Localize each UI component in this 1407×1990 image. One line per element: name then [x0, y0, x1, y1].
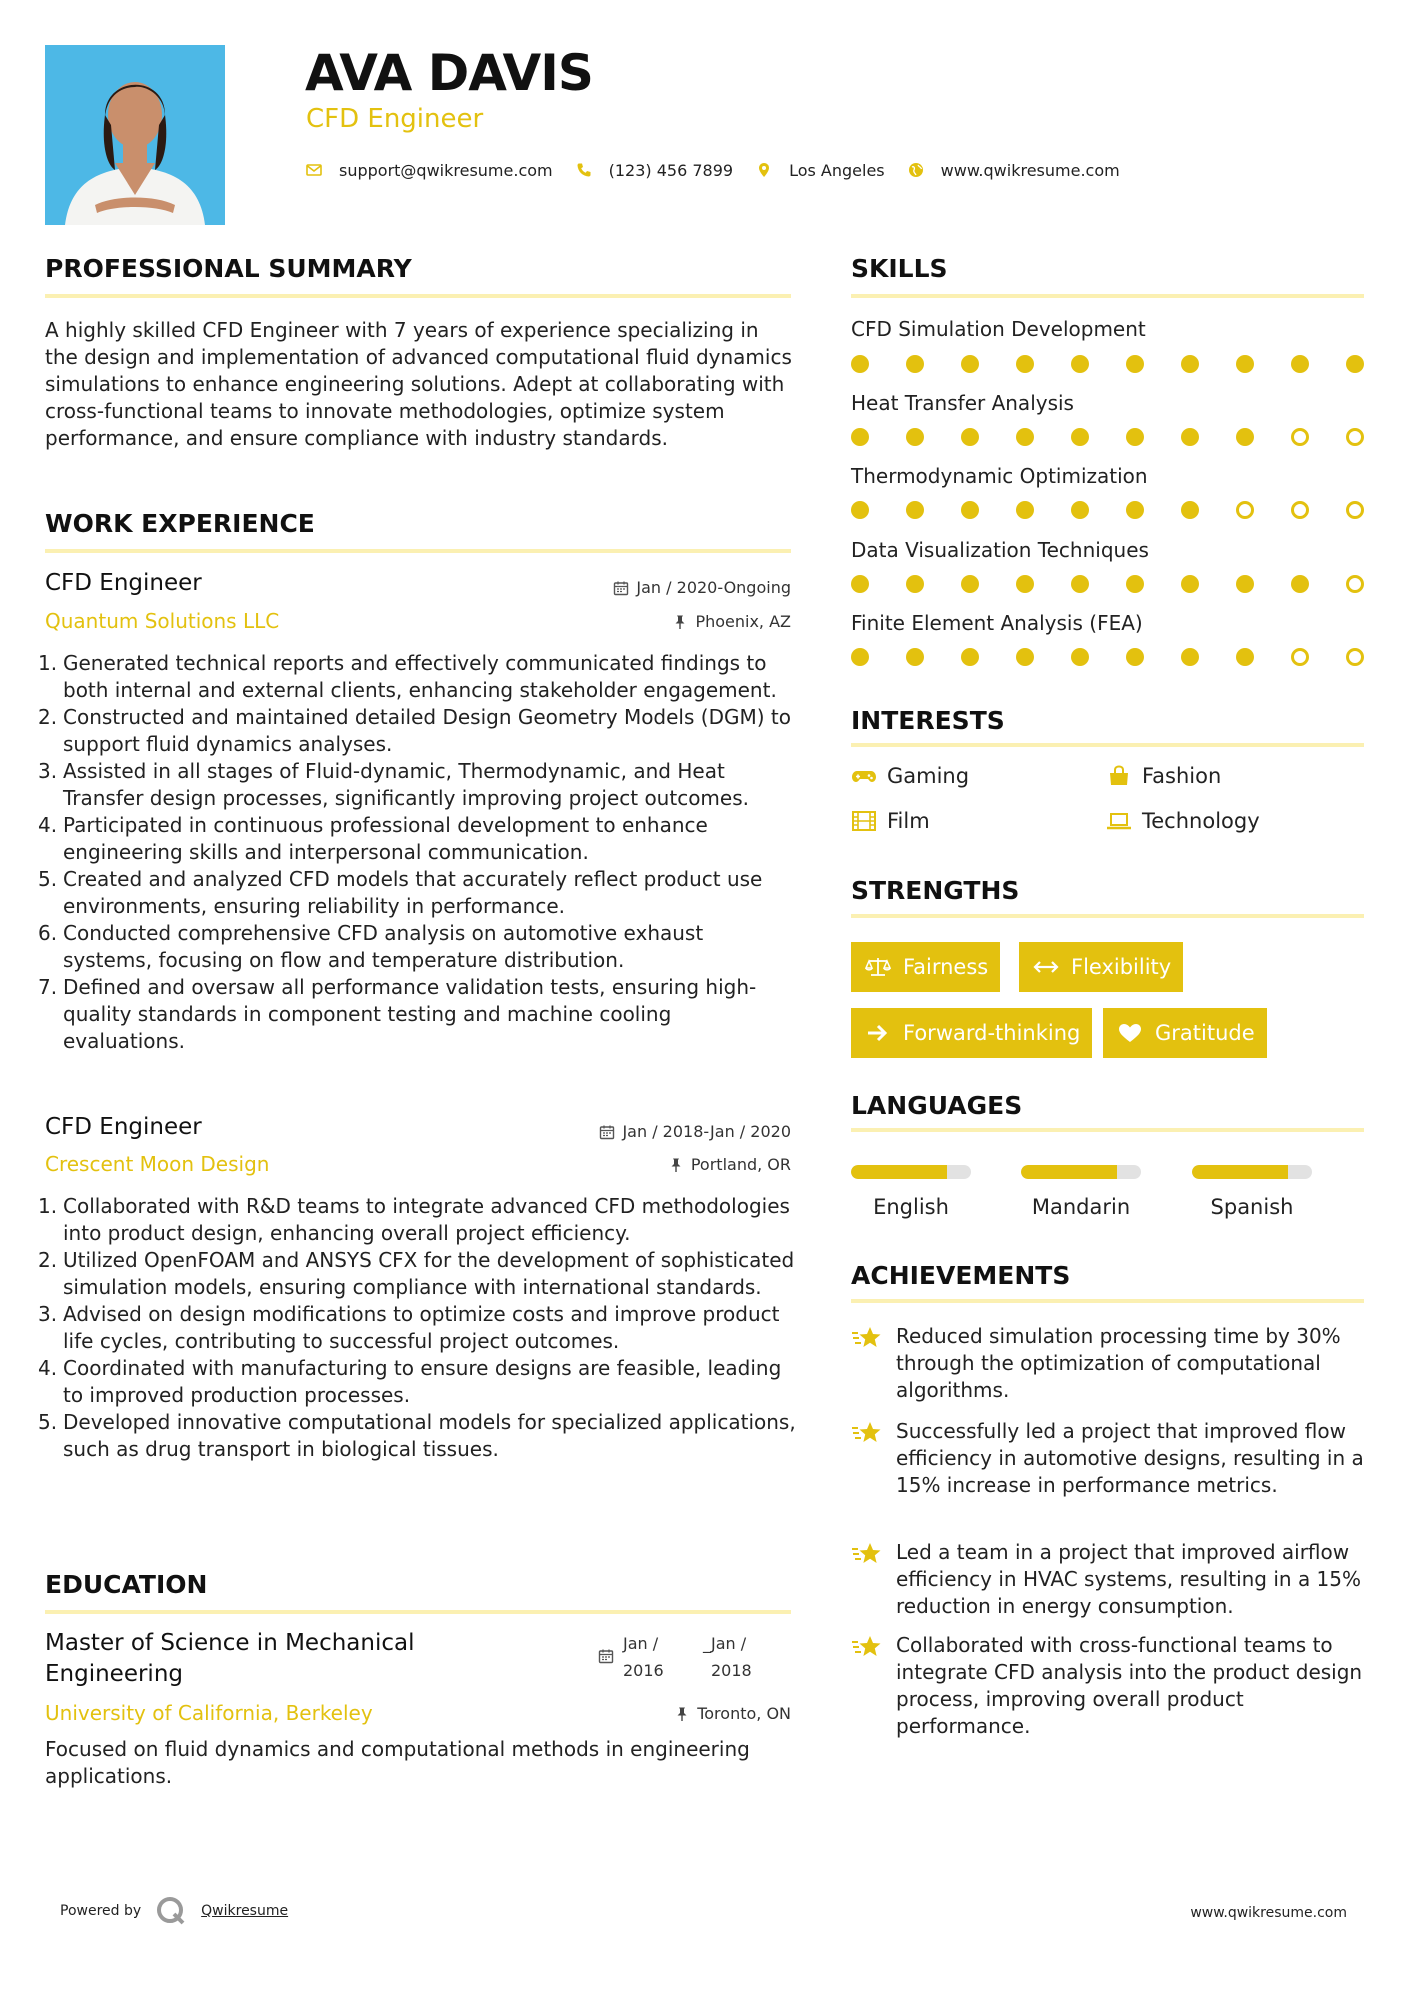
- rating-dot-filled: [961, 428, 979, 446]
- list-item: 1. Collaborated with R&D teams to integrate advanced CFD methodologies into product design, enhancing overall project efficiency.: [38, 1194, 790, 1245]
- strengths-heading: STRENGTHS: [851, 876, 1020, 905]
- achievement-4-text: Collaborated with cross-functional teams to integrate CFD analysis into the product design process, improving overall product performance.: [896, 1633, 1363, 1738]
- rating-dot-empty: [1291, 648, 1309, 666]
- job-1-title: CFD Engineer: [45, 570, 202, 596]
- shooting-star-icon: [851, 1539, 883, 1569]
- contact-phone[interactable]: [575, 161, 733, 180]
- rating-dot-filled: [1071, 355, 1089, 373]
- arrows-horizontal-icon: [1033, 956, 1059, 978]
- contact-location: [755, 161, 885, 180]
- film-icon: [851, 810, 877, 832]
- degree-title: Master of Science in Mechanical Engineering: [45, 1630, 415, 1687]
- rating-dot-filled: [1236, 355, 1254, 373]
- list-item: 5. Developed innovative computational models for specialized applications, such as drug transport in biological tissues.: [38, 1410, 796, 1461]
- rating-dot-filled: [851, 501, 869, 519]
- rating-dot-filled: [1016, 501, 1034, 519]
- footer-powered-by: [60, 1895, 288, 1927]
- shooting-star-icon: [851, 1418, 883, 1448]
- skill-4-name: Data Visualization Techniques: [851, 538, 1149, 562]
- language-2-bar: [1021, 1165, 1141, 1179]
- interest-gaming-label: Gaming: [887, 764, 970, 788]
- rating-dot-filled: [906, 501, 924, 519]
- skills-divider: [851, 294, 1364, 298]
- qwikresume-logo-icon: [155, 1895, 187, 1927]
- job-2-date-text: Jan / 2018-Jan / 2020: [622, 1122, 791, 1141]
- job-2-company: Crescent Moon Design: [45, 1152, 270, 1176]
- qwikresume-link[interactable]: Qwikresume: [201, 1903, 289, 1919]
- skill-3-rating: [851, 501, 1364, 521]
- language-2-name: Mandarin: [1031, 1195, 1131, 1219]
- rating-dot-empty: [1346, 575, 1364, 593]
- list-item: 4. Participated in continuous professional development to enhance engineering skills and interpersonal communication.: [38, 813, 708, 864]
- rating-dot-empty: [1346, 501, 1364, 519]
- skill-1-name: CFD Simulation Development: [851, 317, 1146, 341]
- arrow-right-icon: [865, 1022, 891, 1044]
- list-item: 4. Coordinated with manufacturing to ensure designs are feasible, leading to improved production processes.: [38, 1356, 782, 1407]
- achievement-3-text: Led a team in a project that improved airflow efficiency in HVAC systems, resulting in a 15% reduction in energy consumption.: [896, 1540, 1362, 1618]
- rating-dot-filled: [1016, 648, 1034, 666]
- rating-dot-filled: [961, 501, 979, 519]
- edu-end-date: [703, 1630, 752, 1684]
- strength-forward-thinking-label: Forward-thinking: [903, 1021, 1081, 1045]
- profile-photo: [45, 45, 225, 225]
- rating-dot-filled: [906, 648, 924, 666]
- rating-dot-filled: [1236, 575, 1254, 593]
- skill-4-rating: [851, 575, 1364, 595]
- job-2-title: CFD Engineer: [45, 1114, 202, 1140]
- achievement-1: [851, 1323, 1371, 1404]
- interest-fashion: [1106, 764, 1221, 788]
- rating-dot-empty: [1291, 428, 1309, 446]
- list-item: 2. Utilized OpenFOAM and ANSYS CFX for the development of sophisticated simulation models, ensuring compliance with international standards.: [38, 1248, 795, 1299]
- achievement-3: [851, 1539, 1371, 1620]
- education-divider: [45, 1610, 791, 1614]
- interest-technology: [1106, 809, 1260, 833]
- shopping-bag-icon: [1106, 765, 1132, 787]
- achievement-2-text: Successfully led a project that improved flow efficiency in automotive designs, resulting in a 15% increase in performance metrics.: [896, 1419, 1364, 1497]
- languages-heading: LANGUAGES: [851, 1091, 1023, 1120]
- job-1-date: [613, 578, 791, 597]
- rating-dot-filled: [1126, 501, 1144, 519]
- skill-2-rating: [851, 428, 1364, 448]
- school-name: University of California, Berkeley: [45, 1701, 373, 1725]
- strength-fairness-label: Fairness: [903, 955, 989, 979]
- rating-dot-filled: [1346, 355, 1364, 373]
- interests-divider: [851, 743, 1364, 747]
- interest-technology-label: Technology: [1142, 809, 1260, 833]
- language-2-fill: [1021, 1165, 1117, 1179]
- rating-dot-filled: [961, 355, 979, 373]
- rating-dot-filled: [1071, 428, 1089, 446]
- rating-dot-filled: [1181, 501, 1199, 519]
- list-item: 3. Assisted in all stages of Fluid-dynamic, Thermodynamic, and Heat Transfer design processes, significantly improving project outcomes.: [38, 759, 749, 810]
- achievement-2: [851, 1418, 1371, 1499]
- rating-dot-filled: [1291, 355, 1309, 373]
- laptop-icon: [1106, 810, 1132, 832]
- job-1-location: [672, 612, 791, 631]
- summary-text: A highly skilled CFD Engineer with 7 years of experience specializing in the design and implementation of advanced computational fluid dynamics simulations to enhance engineering solutions. Adept at collaborating with cross-functional teams to innovate methodologies, optimize system performance, and ensure compliance with industry standards.: [45, 318, 792, 450]
- contact-bar: [305, 158, 1142, 182]
- rating-dot-empty: [1346, 648, 1364, 666]
- pushpin-icon: [674, 1706, 690, 1722]
- rating-dot-filled: [961, 648, 979, 666]
- rating-dot-filled: [851, 355, 869, 373]
- rating-dot-filled: [1181, 575, 1199, 593]
- rating-dot-filled: [906, 355, 924, 373]
- languages-divider: [851, 1128, 1364, 1132]
- rating-dot-filled: [851, 575, 869, 593]
- contact-email[interactable]: [305, 161, 553, 180]
- list-item: 6. Conducted comprehensive CFD analysis on automotive exhaust systems, focusing on flow and temperature distribution.: [38, 921, 704, 972]
- summary-divider: [45, 294, 791, 298]
- globe-icon: [907, 161, 925, 179]
- rating-dot-filled: [906, 575, 924, 593]
- job-2-location-text: Portland, OR: [690, 1155, 791, 1174]
- skill-1-rating: [851, 355, 1364, 375]
- contact-email-text: support@qwikresume.com: [339, 160, 553, 180]
- list-item: 5. Created and analyzed CFD models that accurately reflect product use environments, ensuring reliability in performance.: [38, 867, 763, 918]
- rating-dot-filled: [1016, 428, 1034, 446]
- language-3-fill: [1192, 1165, 1288, 1179]
- rating-dot-empty: [1291, 501, 1309, 519]
- pushpin-icon: [668, 1157, 684, 1173]
- calendar-icon: [613, 580, 629, 596]
- skill-5-name: Finite Element Analysis (FEA): [851, 611, 1143, 635]
- envelope-icon: [305, 161, 323, 179]
- rating-dot-filled: [1071, 501, 1089, 519]
- map-pin-icon: [755, 161, 773, 179]
- interest-gaming: [851, 764, 969, 788]
- skill-3-name: Thermodynamic Optimization: [851, 464, 1148, 488]
- language-1-fill: [851, 1165, 947, 1179]
- job-1-date-text: Jan / 2020-Ongoing: [636, 578, 791, 597]
- achievements-heading: ACHIEVEMENTS: [851, 1261, 1071, 1290]
- interest-film-label: Film: [887, 809, 930, 833]
- achievement-1-text: Reduced simulation processing time by 30% through the optimization of computational algorithms.: [896, 1324, 1341, 1402]
- powered-by-label: Powered by: [60, 1903, 142, 1919]
- shooting-star-icon: [851, 1323, 883, 1353]
- phone-icon: [575, 161, 593, 179]
- list-item: 2. Constructed and maintained detailed Design Geometry Models (DGM) to support fluid dynamics analyses.: [38, 705, 791, 756]
- rating-dot-filled: [1071, 575, 1089, 593]
- experience-heading: WORK EXPERIENCE: [45, 509, 315, 538]
- job-1-bullets: [38, 650, 798, 1055]
- balance-scale-icon: [865, 956, 891, 978]
- rating-dot-filled: [906, 428, 924, 446]
- rating-dot-filled: [1291, 575, 1309, 593]
- pushpin-icon: [672, 614, 688, 630]
- rating-dot-empty: [1236, 501, 1254, 519]
- gamepad-icon: [851, 765, 877, 787]
- rating-dot-filled: [1181, 355, 1199, 373]
- rating-dot-filled: [1181, 648, 1199, 666]
- job-2-bullets: [38, 1193, 798, 1463]
- skills-heading: SKILLS: [851, 254, 948, 283]
- rating-dot-filled: [1016, 355, 1034, 373]
- education-heading: EDUCATION: [45, 1570, 208, 1599]
- candidate-name: AVA DAVIS: [305, 44, 593, 102]
- footer-url[interactable]: www.qwikresume.com: [1190, 1905, 1347, 1921]
- edu-start-year: 2016: [623, 1661, 664, 1680]
- strengths-divider: [851, 914, 1364, 918]
- rating-dot-empty: [1346, 428, 1364, 446]
- list-item: 1. Generated technical reports and effectively communicated findings to both internal and external clients, enhancing stakeholder engagement.: [38, 651, 777, 702]
- language-3-name: Spanish: [1210, 1195, 1294, 1219]
- list-item: 7. Defined and oversaw all performance validation tests, ensuring high-quality standards in component testing and machine cooling evaluations.: [38, 975, 757, 1053]
- language-1-name: English: [873, 1195, 949, 1219]
- interests-heading: INTERESTS: [851, 706, 1005, 735]
- skill-2-name: Heat Transfer Analysis: [851, 391, 1074, 415]
- strength-gratitude-label: Gratitude: [1155, 1021, 1255, 1045]
- rating-dot-filled: [1071, 648, 1089, 666]
- contact-phone-text: (123) 456 7899: [608, 160, 734, 180]
- contact-website[interactable]: [907, 161, 1120, 180]
- calendar-icon: [598, 1648, 614, 1664]
- interest-film: [851, 809, 930, 833]
- language-1-bar: [851, 1165, 971, 1179]
- rating-dot-filled: [1236, 428, 1254, 446]
- edu-description: Focused on fluid dynamics and computational methods in engineering applications.: [45, 1737, 750, 1788]
- strength-fairness: [851, 942, 1000, 992]
- job-2-location: [668, 1155, 791, 1174]
- rating-dot-filled: [1236, 648, 1254, 666]
- edu-start-date: [623, 1630, 664, 1684]
- edu-start-month: Jan /: [623, 1634, 659, 1653]
- rating-dot-filled: [961, 575, 979, 593]
- achievement-4: [851, 1632, 1371, 1740]
- heart-icon: [1117, 1022, 1143, 1044]
- edu-end-month: _Jan /: [703, 1634, 747, 1653]
- skill-5-rating: [851, 648, 1364, 668]
- shooting-star-icon: [851, 1632, 883, 1662]
- job-1-company: Quantum Solutions LLC: [45, 609, 280, 633]
- interest-fashion-label: Fashion: [1142, 764, 1222, 788]
- rating-dot-filled: [1126, 648, 1144, 666]
- rating-dot-filled: [851, 428, 869, 446]
- contact-location-text: Los Angeles: [789, 160, 885, 180]
- rating-dot-filled: [1126, 575, 1144, 593]
- rating-dot-filled: [1126, 355, 1144, 373]
- rating-dot-filled: [1126, 428, 1144, 446]
- strength-flexibility: [1019, 942, 1183, 992]
- edu-location: [674, 1704, 791, 1723]
- list-item: 3. Advised on design modifications to optimize costs and improve product life cycles, contributing to successful project outcomes.: [38, 1302, 780, 1353]
- rating-dot-filled: [851, 648, 869, 666]
- strength-gratitude: [1103, 1008, 1267, 1058]
- rating-dot-filled: [1181, 428, 1199, 446]
- summary-heading: PROFESSIONAL SUMMARY: [45, 254, 412, 283]
- calendar-icon: [599, 1124, 615, 1140]
- candidate-title: CFD Engineer: [306, 104, 484, 134]
- edu-end-year: 2018: [711, 1661, 752, 1680]
- strength-flexibility-label: Flexibility: [1071, 955, 1172, 979]
- achievements-divider: [851, 1299, 1364, 1303]
- language-3-bar: [1192, 1165, 1312, 1179]
- job-1-location-text: Phoenix, AZ: [695, 612, 791, 631]
- strength-forward-thinking: [851, 1008, 1092, 1058]
- contact-website-text: www.qwikresume.com: [940, 160, 1120, 180]
- edu-location-text: Toronto, ON: [697, 1704, 791, 1723]
- rating-dot-filled: [1016, 575, 1034, 593]
- job-2-date: [599, 1122, 791, 1141]
- experience-divider: [45, 549, 791, 553]
